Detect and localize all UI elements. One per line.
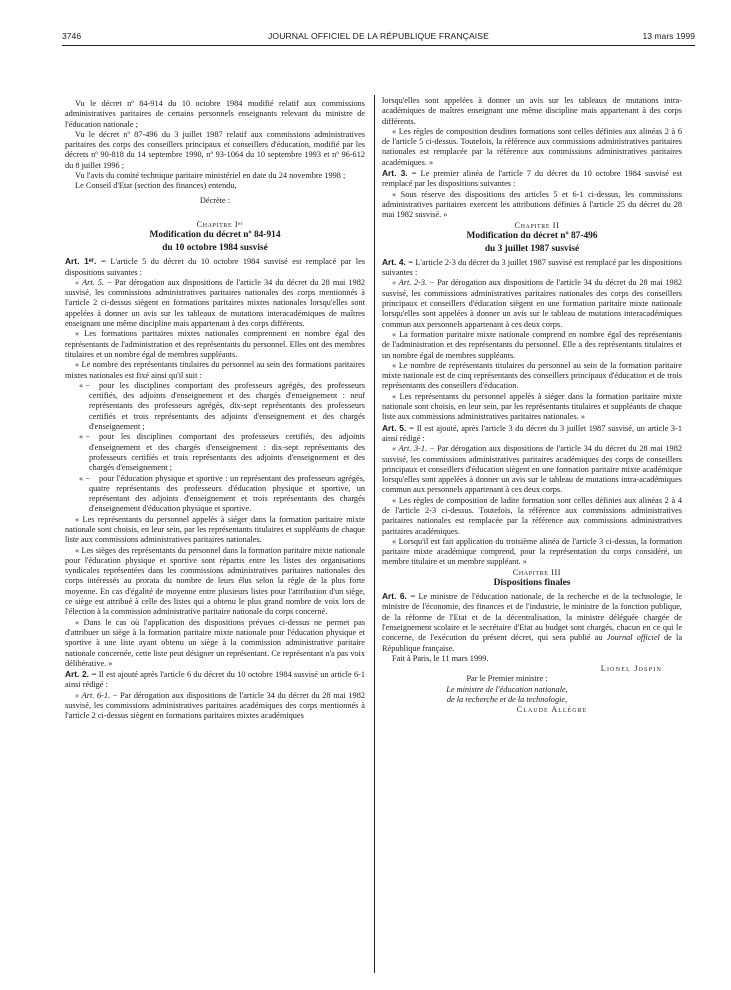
left-column xyxy=(65,99,365,722)
body-paragraph: « La formation paritaire mixte nationale comprend en nombre égal des représentants de l'administration et des représentants du personnel. Elle a des représentants titulaires et un nombre égal de membres suppléants. xyxy=(382,329,682,360)
header-rule xyxy=(62,45,695,46)
article-label: Art. 5. − xyxy=(382,422,415,433)
list-item xyxy=(65,381,365,432)
article-label: Art. 3. − xyxy=(382,168,417,179)
column-divider xyxy=(374,95,375,973)
journal-reference: Journal officiel xyxy=(606,633,660,643)
article-paragraph xyxy=(65,256,365,278)
body-paragraph: « Lorsqu'il est fait application du troisième alinéa de l'article 3 ci-dessus, la formation paritaire mixte académique comprend, pour la représentation du corps considéré, un membre titulaire et un membre suppléant. » xyxy=(382,536,682,567)
date-line: Fait à Paris, le 11 mars 1999. xyxy=(392,653,489,663)
article-text: − Par dérogation aux dispositions de l'article 34 du décret du 28 mai 1982 susvisé, les commissions administratives paritaires nationales des corps des conseillers principaux et conseillers d'éducation siègent en une formation paritaire mixte nationale lorsqu'elles sont appelées à donner un avis sur le tableau de mutations interacadémiques commun aux personnels appartenant à ces deux corps. xyxy=(382,278,682,329)
body-paragraph: « Les formations paritaires mixtes nationales comprennent en nombre égal des représentants de l'administration et des représentants du personnel. Elles ont des membres titulaires et un nombre égal de membres suppléants. xyxy=(65,329,365,359)
body-paragraph: lorsqu'elles sont appelées à donner un avis sur les tableaux de mutations intra-académiques de maîtres enseignant une même discipline mais appartenant à des corps différents. xyxy=(382,96,682,126)
article-paragraph xyxy=(382,168,682,190)
article-text: − Par dérogation aux dispositions de l'article 34 du décret du 28 mai 1982 susvisé, les commissions administratives paritaires académiques des corps de conseillers principaux et conseillers d'éducation siègent en une formation paritaire mixte académique lorsqu'elles sont appelées à donner un avis sur le tableau de mutations intra-académiques commun aux personnels appartenant à ces deux corps. xyxy=(382,444,682,495)
body-paragraph: « Le nombre de représentants titulaires du personnel au sein de la formation paritaire mixte nationale est de cinq représentants des conseillers principaux d'éducation et de trois représentants des conseillers d'éducation. xyxy=(382,360,682,391)
body-paragraph: « Les règles de composition desdites formations sont celles définies aux alinéas 2 à 6 de l'article 5 ci-dessus. Toutefois, la référence aux commissions administratives paritaires nationales est remplacée par la référence aux commissions administratives paritaires académiques. » xyxy=(382,126,682,167)
minister-name: Claude Allègre xyxy=(516,705,588,715)
right-column xyxy=(382,96,682,716)
article-paragraph xyxy=(382,257,682,279)
page-number: 3746 xyxy=(62,31,82,41)
countersign-intro: Par le Premier ministre : xyxy=(466,674,548,684)
body-paragraph: « Les représentants du personnel appelés à siéger dans la formation paritaire mixte nationale sont choisis, en leur sein, par les représentants titulaires et suppléants de chaque liste aux commissions administratives paritaires nationales. » xyxy=(382,391,682,422)
chapter-heading: Chapitre III xyxy=(512,567,562,577)
body-paragraph: « Les représentants du personnel appelés à siéger dans la formation paritaire mixte nationale sont choisis, en leur sein, par les représentants titulaires et suppléants de chaque liste aux commissions administratives paritaires nationales. xyxy=(65,514,365,545)
list-item-text: pour l'éducation physique et sportive : un représentant des professeurs agrégés, quatre représentants des professeurs d'éducation physique et sportive, un représentant des adjoints d'enseignement et trois représentants des chargés d'enseignement d'éducation physique et sportive. xyxy=(89,473,365,514)
visa-paragraph: Le Conseil d'Etat (section des finances) entendu, xyxy=(75,181,237,191)
list-marker: « − xyxy=(79,473,90,483)
article-text: L'article 2-3 du décret du 3 juillet 1987 susvisé est remplacé par les dispositions suivantes : xyxy=(382,257,682,278)
list-item xyxy=(65,432,365,473)
article-label: Art. 2. − xyxy=(65,669,97,680)
article-paragraph xyxy=(382,444,682,495)
list-item-text: pour les disciplines comportant des professeurs certifiés, des adjoints d'enseignement et des chargés d'enseignement : dix-sept représentants des professeurs certifiés et trois représentants des adjoints d'enseignement et des chargés d'enseignement ; xyxy=(89,432,365,473)
article-paragraph xyxy=(382,591,682,654)
visa-paragraph: Vu le décret nº 84-914 du 10 octobre 1984 modifié relatif aux commissions administratives paritaires de certains personnels enseignants relevant du ministre de l'éducation nationale ; xyxy=(65,99,365,129)
article-paragraph xyxy=(382,423,682,445)
article-text: − Par dérogation aux dispositions de l'article 34 du décret du 28 mai 1982 susvisé, les commissions administratives paritaires académiques des corps mentionnés à l'article 2 ci-dessus siègent en formations paritaires mixtes académiques xyxy=(65,690,365,721)
article-label: Art. 4. − xyxy=(382,256,414,267)
article-text: de la République française. xyxy=(382,633,682,653)
publication-date: 13 mars 1999 xyxy=(642,31,695,41)
visa-paragraph: Vu l'avis du comité technique paritaire ministériel en date du 24 novembre 1998 ; xyxy=(75,171,346,181)
body-paragraph: « Sous réserve des dispositions des articles 5 et 6-1 ci-dessus, les commissions administratives paritaires exercent les attributions définies à l'article 25 du décret du 28 mai 1982 susvisé. » xyxy=(382,189,682,220)
article-text: Le premier alinéa de l'article 7 du décret du 10 octobre 1984 susvisé est remplacé par les dispositions suivantes : xyxy=(382,169,683,189)
chapter-heading: Chapitre II xyxy=(514,220,560,230)
journal-title: JOURNAL OFFICIEL DE LA RÉPUBLIQUE FRANÇAISE xyxy=(268,31,489,41)
article-text: − Par dérogation aux dispositions de l'article 34 du décret du 28 mai 1982 susvisé, les commissions administratives paritaires nationales des corps mentionnés à l'article 2 ci-dessus siègent en formations paritaires mixtes nationales lorsqu'elles sont appelées à donner un avis sur les tableaux de mutations interacadémiques de maîtres enseignant une même discipline mais appartenant à des corps différents. xyxy=(65,277,366,329)
list-item-text: pour les disciplines comportant des professeurs agrégés, des professeurs certifiés, des adjoints d'enseignement et des chargés d'enseignement : neuf représentants des professeurs agrégés, dix-sept représentants des professeurs certifiés et trois représentants des adjoints d'enseignement et des chargés d'enseignement ; xyxy=(89,380,365,432)
chapter-heading: Chapitre Iᵉʳ xyxy=(196,219,244,229)
article-label: Art. 6. − xyxy=(382,591,416,602)
visa-paragraph: Vu le décret nº 87-496 du 3 juillet 1987 relatif aux commissions administratives paritaires des corps des conseillers principaux et conseillers d'éducation, modifié par les décrets nº 90-818 du 14 septembre 1990, nº 93-1064 du 10 septembre 1993 et nº 96-612 du 8 juillet 1996 ; xyxy=(65,129,365,170)
section-heading: du 10 octobre 1984 susvisé xyxy=(162,243,268,254)
minister-title: de la recherche et de la technologie, xyxy=(446,695,568,705)
article-paragraph xyxy=(65,669,365,691)
section-heading: Modification du décret nº 87-496 xyxy=(466,230,598,241)
page-header xyxy=(62,31,695,45)
article-text: L'article 5 du décret du 10 octobre 1984 susvisé est remplacé par les dispositions suivantes : xyxy=(65,257,365,277)
article-label: « Art. 3-1. xyxy=(392,444,428,454)
article-label: « Art. 2-3. xyxy=(392,278,428,288)
article-label: « Art. 6-1. xyxy=(75,690,111,700)
decrete-line: Décrète : xyxy=(199,195,231,205)
signatory-name: Lionel Jospin xyxy=(600,664,662,674)
list-item xyxy=(65,474,365,515)
body-paragraph: « Le nombre des représentants titulaires du personnel au sein des formations paritaires mixtes nationales est fixé ainsi qu'il suit : xyxy=(65,360,365,380)
article-paragraph xyxy=(382,278,682,329)
article-paragraph xyxy=(65,278,365,329)
section-heading: du 3 juillet 1987 susvisé xyxy=(484,243,580,254)
article-label: Art. 1ᵉʳ. − xyxy=(65,256,106,267)
article-text: Il est ajouté après l'article 6 du décret du 10 octobre 1984 susvisé un article 6-1 ainsi rédigé : xyxy=(65,670,366,690)
article-text: Il est ajouté, après l'article 3 du décret du 3 juillet 1987 susvisé, un article 3-1 ainsi rédigé : xyxy=(382,423,682,443)
body-paragraph: « Les sièges des représentants du personnel dans la formation paritaire mixte nationale pour l'éducation physique et sportive sont répartis entre les listes des organisations syndicales représentées dans les commissions administratives paritaires nationales des corps intéressés au prorata du nombre de leurs élus selon la règle de la plus forte moyenne. En cas d'égalité de moyenne entre plusieurs listes pour l'attribution d'un siège, ce siège est attribué à celle des listes qui a obtenu le plus grand nombre de voix lors de l'élection à la commission administrative paritaire nationale du corps concerné. xyxy=(65,545,365,617)
article-paragraph xyxy=(65,691,365,722)
list-marker: « − xyxy=(79,380,90,390)
body-paragraph: « Les règles de composition de ladite formation sont celles définies aux alinéas 2 à 4 de l'article 2-3 ci-dessus. Toutefois, la référence aux commissions administratives paritaires nationales est remplacée par la référence aux commissions administratives paritaires académiques. xyxy=(382,495,682,536)
section-heading: Modification du décret nº 84-914 xyxy=(149,230,281,241)
minister-title: Le ministre de l'éducation nationale, xyxy=(446,684,568,694)
list-marker: « − xyxy=(79,432,90,442)
section-heading: Dispositions finales xyxy=(493,578,571,589)
body-paragraph: « Dans le cas où l'application des dispositions prévues ci-dessus ne permet pas d'attribuer un siège à la formation paritaire mixte nationale pour l'éducation physique et sportive à une liste ayant obtenu un siège à la commission administrative paritaire nationale concernée, cette liste peut désigner un représentant. Ce représentant n'a pas voix délibérative. » xyxy=(65,617,365,668)
article-text: Le ministre de l'éducation nationale, de la recherche et de la technologie, le ministre de l'économie, des finances et de l'industrie, le ministre de la fonction publique, de la réforme de l'Etat et de la décentralisation, la ministre déléguée chargée de l'enseignement scolaire et le secrétaire d'Etat au budget sont chargés, chacun en ce qui le concerne, de l'exécution du présent décret, qui sera publié au xyxy=(382,592,683,643)
article-label: « Art. 5. xyxy=(75,277,105,287)
